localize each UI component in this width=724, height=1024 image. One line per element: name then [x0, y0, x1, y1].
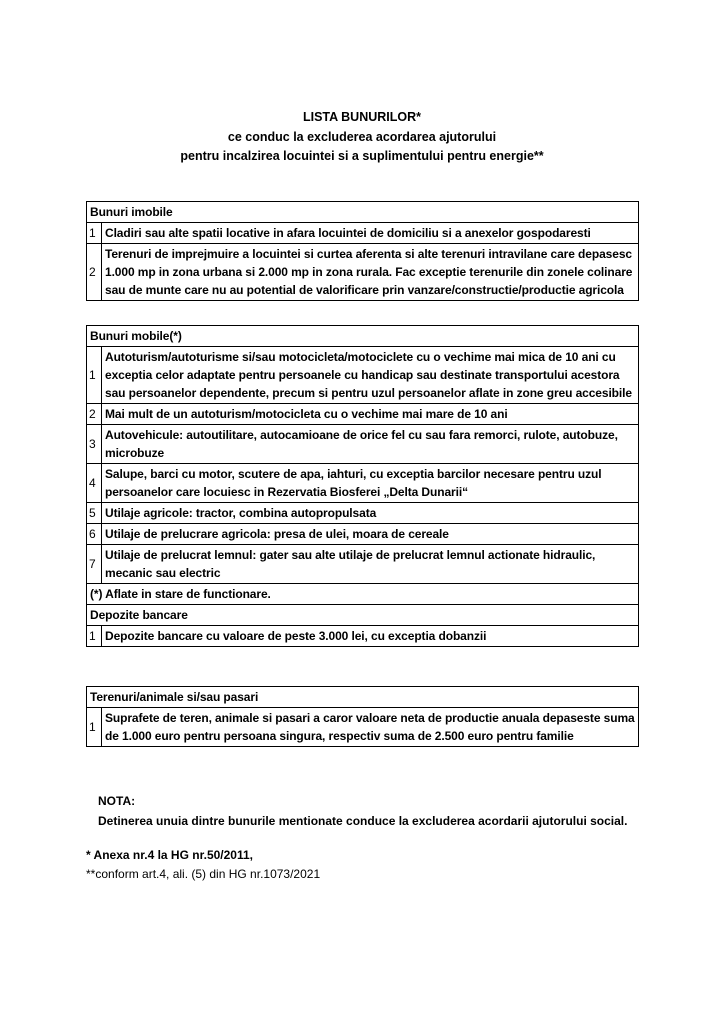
depozite-bancare-header: Depozite bancare	[87, 605, 639, 626]
footnotes	[86, 846, 320, 884]
row-number: 1	[87, 708, 102, 747]
table-row	[87, 545, 639, 584]
title-line-1: LISTA BUNURILOR*	[302, 110, 422, 124]
footnote-1: * Anexa nr.4 la HG nr.50/2011,	[86, 848, 253, 862]
row-text: Utilaje de prelucrare agricola: presa de ulei, moara de cereale	[102, 524, 639, 545]
row-number: 1	[87, 223, 102, 244]
row-number: 6	[87, 524, 102, 545]
title-line-3: pentru incalzirea locuintei si a suplimentului pentru energie**	[180, 149, 544, 163]
row-text: Mai mult de un autoturism/motocicleta cu o vechime mai mare de 10 ani	[102, 404, 639, 425]
nota-label: NOTA:	[98, 794, 136, 808]
bunuri-imobile-table	[86, 201, 639, 301]
row-text: Depozite bancare cu valoare de peste 3.000 lei, cu exceptia dobanzii	[102, 626, 639, 647]
row-text: Terenuri de imprejmuire a locuintei si curtea aferenta si alte terenuri intravilane care depasesc 1.000 mp in zona urbana si 2.000 mp in zona rurala. Fac exceptie terenurile din zonele colinare sau de munte care nu au potential de valorificare prin vanzare/constructie/productie agricola	[102, 244, 639, 301]
table-row	[87, 404, 639, 425]
terenuri-animale-header: Terenuri/animale si/sau pasari	[87, 687, 639, 708]
row-text: Suprafete de teren, animale si pasari a caror valoare neta de productie anuala depaseste suma de 1.000 euro pentru persoana singura, respectiv suma de 2.500 euro pentru familie	[102, 708, 639, 747]
bunuri-imobile-header: Bunuri imobile	[87, 202, 639, 223]
table-row	[87, 464, 639, 503]
functionare-note: (*) Aflate in stare de functionare.	[87, 584, 639, 605]
title-line-2: ce conduc la excluderea acordarea ajutorului	[227, 129, 497, 144]
footnote-2: **conform art.4, ali. (5) din HG nr.1073/2021	[86, 867, 321, 881]
table-row	[87, 223, 639, 244]
row-number: 2	[87, 404, 102, 425]
table-row	[87, 244, 639, 301]
row-number: 7	[87, 545, 102, 584]
row-number: 4	[87, 464, 102, 503]
row-text: Salupe, barci cu motor, scutere de apa, iahturi, cu exceptia barcilor necesare pentru uzul persoanelor care locuiesc in Rezervatia Biosferei „Delta Dunarii“	[102, 464, 639, 503]
nota-block	[98, 791, 627, 831]
table-row	[87, 524, 639, 545]
row-number: 3	[87, 425, 102, 464]
nota-text: Detinerea unuia dintre bunurile mentionate conduce la excluderea acordarii ajutorului social.	[98, 814, 628, 828]
terenuri-animale-table	[86, 686, 639, 747]
bunuri-mobile-header: Bunuri mobile(*)	[87, 326, 639, 347]
row-text: Utilaje de prelucrat lemnul: gater sau alte utilaje de prelucrat lemnul actionate hidraulic, mecanic sau electric	[102, 545, 639, 584]
row-text: Utilaje agricole: tractor, combina autopropulsata	[102, 503, 639, 524]
table-row	[87, 347, 639, 404]
document-title-block	[0, 108, 724, 167]
table-row	[87, 708, 639, 747]
row-number: 5	[87, 503, 102, 524]
table-row	[87, 425, 639, 464]
table-row	[87, 503, 639, 524]
bunuri-mobile-table	[86, 325, 639, 647]
row-text: Autoturism/autoturisme si/sau motocicleta/motociclete cu o vechime mai mica de 10 ani cu exceptia celor adaptate pentru persoanele cu handicap sau destinate transportului acestora sau persoanelor dependente, precum si pentru uzul persoanelor aflate in zone greu accesibile	[102, 347, 639, 404]
table-row	[87, 626, 639, 647]
row-text: Autovehicule: autoutilitare, autocamioane de orice fel cu sau fara remorci, rulote, autobuze, microbuze	[102, 425, 639, 464]
row-number: 2	[87, 244, 102, 301]
row-number: 1	[87, 626, 102, 647]
row-text: Cladiri sau alte spatii locative in afara locuintei de domiciliu si a anexelor gospodaresti	[102, 223, 639, 244]
row-number: 1	[87, 347, 102, 404]
